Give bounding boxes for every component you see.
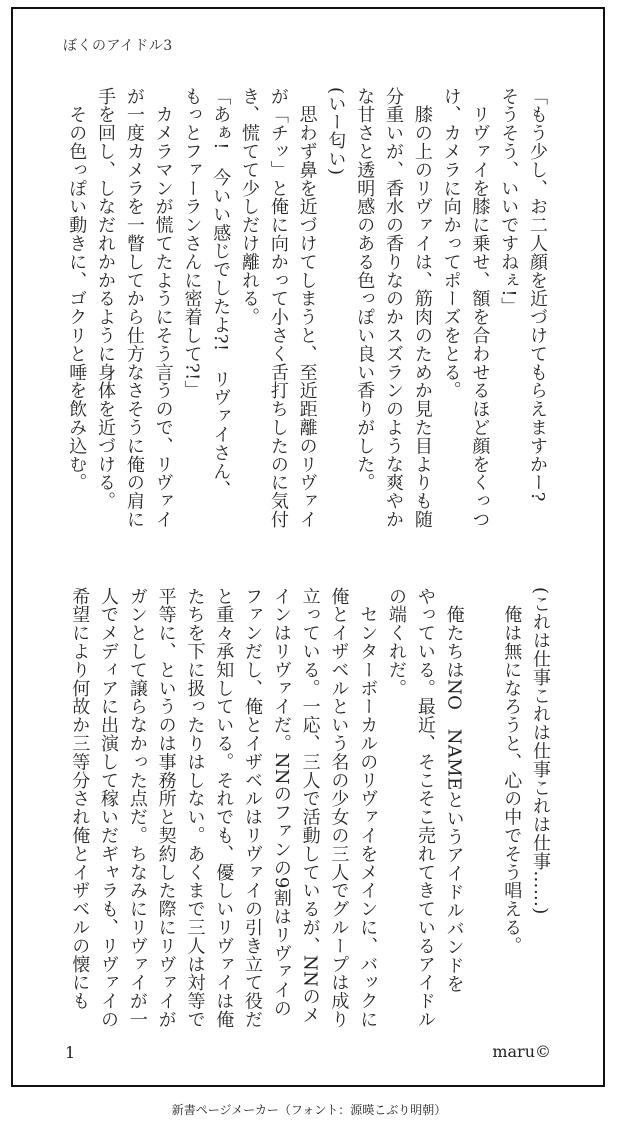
- text-line: 「もう少し、お二人顔を近づけてもらえますかー?: [527, 87, 548, 502]
- text-line: ガンとして譲らなかった点だ。ちなみにリヴァイが一: [126, 587, 148, 1029]
- text-line: センターボーカルのリヴァイをメインに、バックに: [357, 587, 379, 1029]
- text-line: き、慌てて少しだけ離れる。: [239, 87, 261, 327]
- text-line: リヴァイを膝に乗せ、額を合わせるほど顔をくっつ: [469, 87, 491, 529]
- text-line: 俺たちはNO NAMEというアイドルバンドを: [443, 587, 465, 994]
- text-line: と重々承知している。それでも、優しいリヴァイは俺: [213, 587, 235, 1029]
- text-line: が一度カメラを一瞥してから仕方なさそうに俺の肩に: [123, 87, 145, 529]
- generator-credit: 新書ページメーカー（フォント：源暎こぶり明朝）: [171, 1103, 447, 1117]
- upper-text-block: [26, 87, 551, 532]
- text-line: な甘さと透明感のある色っぽい良い香りがした。: [354, 87, 376, 492]
- text-line: たちを下に扱ったりはしない。あくまで三人は対等で: [184, 587, 206, 1029]
- text-line: 俺とイザベルという名の少女の三人でグループは成り: [328, 587, 350, 1029]
- book-title: ぼくのアイドル3: [63, 38, 173, 54]
- text-line: け、カメラに向かってポーズをとる。: [440, 87, 462, 400]
- page-frame: [11, 7, 605, 1087]
- lower-text-block: [29, 587, 554, 1032]
- text-line: 人でメディアに出演して稼いだギャラも、リヴァイの: [98, 587, 120, 1029]
- text-line: 「あぁ! 今いい感じでしたよ?! リヴァイさん、: [210, 87, 232, 499]
- text-line: 思わず鼻を近づけてしまうと、至近距離のリヴァイ: [296, 87, 318, 529]
- text-line: もっとファーランさんに密着して?!」: [181, 87, 203, 400]
- text-line: 平等に、というのは事務所と契約した際にリヴァイが: [155, 587, 177, 1029]
- text-line: ファンだし、俺とイザベルはリヴァイの引き立て役だ: [242, 587, 264, 1029]
- text-line: が「チッ」と俺に向かって小さく舌打ちしたのに気付: [267, 87, 289, 529]
- text-line: 俺は無になろうと、心の中でそう唱える。: [501, 587, 523, 955]
- text-line: 希望により何故か三等分され俺とイザベルの懐にも: [69, 587, 91, 1011]
- text-line: インはリヴァイだ。NNのファンの9割はリヴァイの: [270, 587, 292, 1018]
- text-line: その色っぽい動きに、ゴクリと唾を飲み込む。: [66, 87, 88, 492]
- text-line: そうそう、いいですねぇ!」: [498, 87, 520, 316]
- text-line: やっている。最近、そこそこ売れてきているアイドル: [414, 587, 436, 1029]
- text-line: (これは仕事これは仕事これは仕事……): [530, 587, 551, 915]
- text-line: 手を回し、しなだれかかるように身体を近づける。: [95, 87, 117, 511]
- page-number: 1: [65, 1043, 76, 1062]
- blank-line: [468, 587, 497, 1032]
- text-line: カメラマンが慌てたようにそう言うので、リヴァイ: [152, 87, 174, 529]
- text-line: (いー匂い): [325, 87, 347, 176]
- text-line: 立っている。一応、三人で活動しているが、NNのメ: [299, 587, 321, 1025]
- text-line: の端くれだ。: [386, 587, 408, 698]
- text-line: 膝の上のリヴァイは、筋肉のためか見た目よりも随: [411, 87, 433, 529]
- text-line: 分重いが、香水の香りなのかスズランのような爽やか: [383, 87, 405, 529]
- author-credit: maru©: [492, 1042, 551, 1061]
